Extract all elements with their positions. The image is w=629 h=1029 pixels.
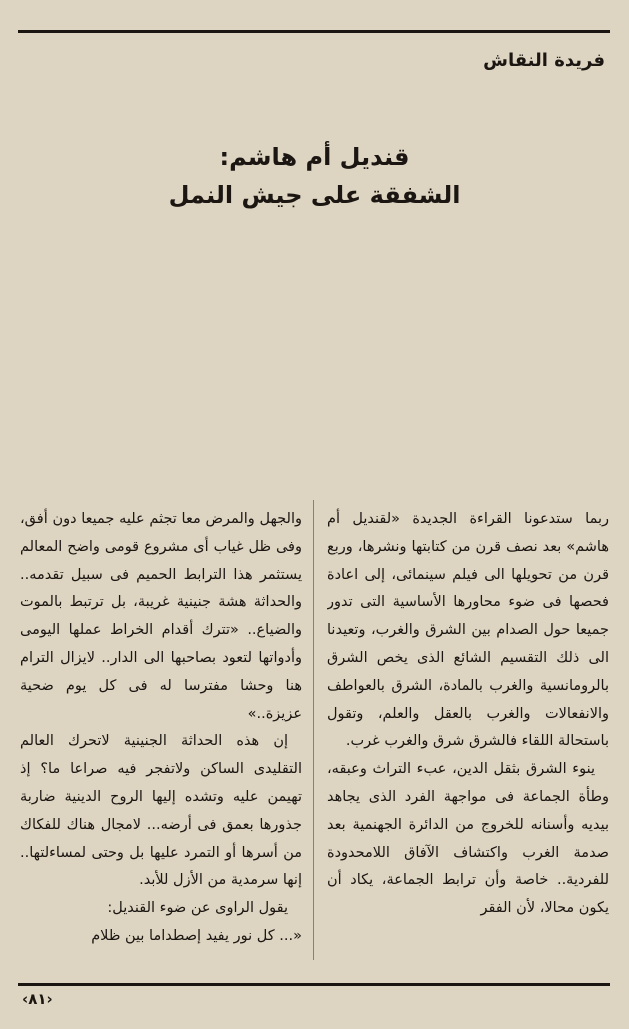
paragraph: ينوء الشرق بثقل الدين، عبء التراث وعبقه، وطأة الجماعة فى مواجهة الفرد الذى يجاهد بيديه وأسنانه للخروج من الدائرة الجهنمية بعد صدمة الغرب واكتشاف الآفاق اللامحدودة للفردية.. خاصة وأن ترابط الجماعة، يكاد أن يكون محالا، لأن الفقر <box>327 761 609 917</box>
paragraph: إن هذه الحداثة الجنينية لاتحرك العالم التقليدى الساكن ولاتفجر فيه صراعا ما؟ إذ تهيمن عليه وتشده إليها الروح الدينية ضاربة جذورها بعمق فى أرضه... لامجال هناك للفكاك من أسرها أو التمرد عليها بل وحتى لمساءلتها.. إنها سرمدية من الأزل للأبد. <box>20 733 302 889</box>
title-line-2: الشفقة على جيش النمل <box>168 181 461 209</box>
top-rule <box>18 30 610 33</box>
paragraph: يقول الراوى عن ضوء القنديل: <box>107 900 288 917</box>
title-line-1: قنديل أم هاشم: <box>219 143 410 171</box>
author-name: فريدة النقاش <box>483 50 605 71</box>
paragraph: «... كل نور يفيد إصطداما بين ظلام <box>91 927 302 944</box>
article-title <box>40 138 589 214</box>
paragraph: والجهل والمرض معا تجثم عليه جميعا دون أفق، وفى ظل غياب أى مشروع قومى واضح المعالم يستثمر هذا الترابط الحميم فى سبيل تقدمه.. والحداثة هشة جنينية غريبة، بل ترتبط بالموت والضياع.. «تترك أقدام الخراط عملها اليومى وأدواتها لتعود بصاحبها الى الدار.. لايزال الترام هنا وحشا مفترسا له فى كل يوم ضحية عزيزة..» <box>20 511 302 722</box>
paragraph: ربما ستدعونا القراءة الجديدة «لقنديل أم هاشم» بعد نصف قرن من كتابتها ونشرها، وربع قرن من تحويلها الى فيلم سينمائى، إلى اعادة فحصها فى ضوء محاورها الأساسية التى تدور جميعا حول الصدام بين الشرق والغرب، وتعيدنا الى ذلك التقسيم الشائع الذى يخص الشرق بالرومانسية والغرب بالمادة، الشرق بالعواطف والانفعالات والغرب بالعقل والعلم، وتقول باستحالة اللقاء فالشرق شرق والغرب غرب. <box>327 511 609 750</box>
text-column-right <box>327 506 609 956</box>
bottom-rule <box>18 983 610 986</box>
page-number: ‹٨١› <box>22 990 53 1008</box>
text-column-left <box>20 506 302 956</box>
column-divider <box>313 500 314 960</box>
